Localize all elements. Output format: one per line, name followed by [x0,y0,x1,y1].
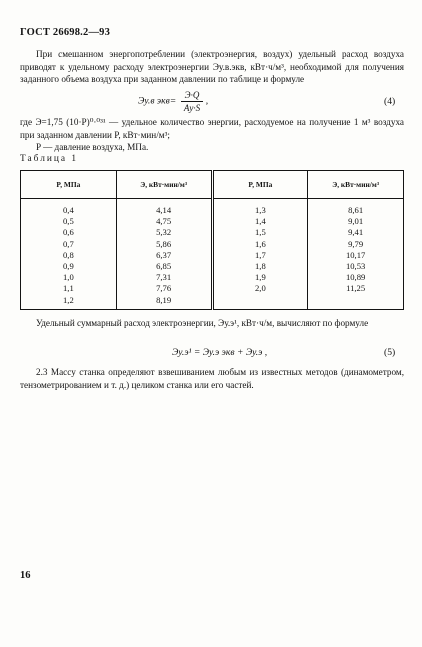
table-header-row [21,171,404,199]
table-cell: 8,61 [308,199,404,217]
document-header: ГОСТ 26698.2—93 [20,27,111,38]
formula-4-number: (4) [384,96,396,107]
table-cell: 1,8 [212,261,308,272]
formula-5: Эу.э¹ = Эу.э экв + Эу.э , [172,347,268,358]
table-cell: 0,9 [21,261,117,272]
table-cell: 9,79 [308,239,404,250]
table-cell: 7,31 [116,272,212,283]
summary-paragraph: Удельный суммарный расход электроэнергии, Эу.э¹, кВт·ч/м, вычисляют по формуле [36,318,369,328]
table-cell: 10,89 [308,272,404,283]
intro-paragraph: При смешанном энергопотреблении (электроэнергия, воздух) удельный расход воздуха приводят к удельному расходу электроэнергии Эу.в.экв, кВт·ч/м³, необходимой для получения заданного объема воздуха при заданном давлении по таблице и формуле [20,49,404,84]
table-cell: 1,1 [21,283,117,294]
table-cell: 1,7 [212,250,308,261]
column-header: Э, кВт·мин/м³ [116,171,212,199]
pressure-energy-table [20,170,404,310]
table-cell: 0,6 [21,227,117,238]
table-cell: 6,37 [116,250,212,261]
table-cell: 8,19 [116,295,212,310]
table-cell: 5,86 [116,239,212,250]
table-cell: 0,4 [21,199,117,217]
table-cell: 1,9 [212,272,308,283]
table-row [21,261,404,272]
formula-4-numerator: Э·Q [181,90,204,102]
table-row [21,216,404,227]
table-cell [212,295,308,310]
table-cell: 1,2 [21,295,117,310]
column-header: P, МПа [212,171,308,199]
table-caption: Таблица 1 [20,154,79,164]
table-row [21,295,404,310]
table-row [21,199,404,217]
where-line-1: где Э=1,75 (10·P)⁰·⁰³¹ — удельное количество энергии, расходуемое на получение 1 м³ воздуха при заданном давлении P, кВт·мин/м³; [20,117,404,140]
formula-4-denominator: Aу·S [183,103,201,113]
table-row [21,272,404,283]
column-header: P, МПа [21,171,117,199]
table-cell: 1,5 [212,227,308,238]
where-line-2: P — давление воздуха, МПа. [36,142,149,152]
section-2-3-paragraph: 2.3 Массу станка определяют взвешиванием любым из известных методов (динамометром, тензометрированием и т. д.) целиком станка или его частей. [20,367,404,390]
formula-4-tail: , [205,95,209,107]
table-cell: 1,4 [212,216,308,227]
formula-4 [138,90,208,113]
table-cell: 4,75 [116,216,212,227]
table-cell: 1,0 [21,272,117,283]
table-row [21,283,404,294]
formula-4-fraction [181,90,204,113]
table-row [21,250,404,261]
table-cell: 4,14 [116,199,212,217]
table-row [21,227,404,238]
table-cell: 6,85 [116,261,212,272]
table-cell: 7,76 [116,283,212,294]
table-cell: 1,6 [212,239,308,250]
table-cell: 0,5 [21,216,117,227]
formula-5-number: (5) [384,347,396,358]
table-cell: 5,32 [116,227,212,238]
table-cell: 9,01 [308,216,404,227]
table-cell: 2,0 [212,283,308,294]
table-cell: 9,41 [308,227,404,238]
column-header: Э, кВт·мин/м³ [308,171,404,199]
table-cell [308,295,404,310]
formula-4-lhs: Эу.в экв= [138,95,177,107]
table-cell: 1,3 [212,199,308,217]
table-cell: 0,8 [21,250,117,261]
table-cell: 10,53 [308,261,404,272]
table-cell: 11,25 [308,283,404,294]
table-row [21,239,404,250]
table-cell: 10,17 [308,250,404,261]
page-number: 16 [20,570,31,581]
table-cell: 0,7 [21,239,117,250]
